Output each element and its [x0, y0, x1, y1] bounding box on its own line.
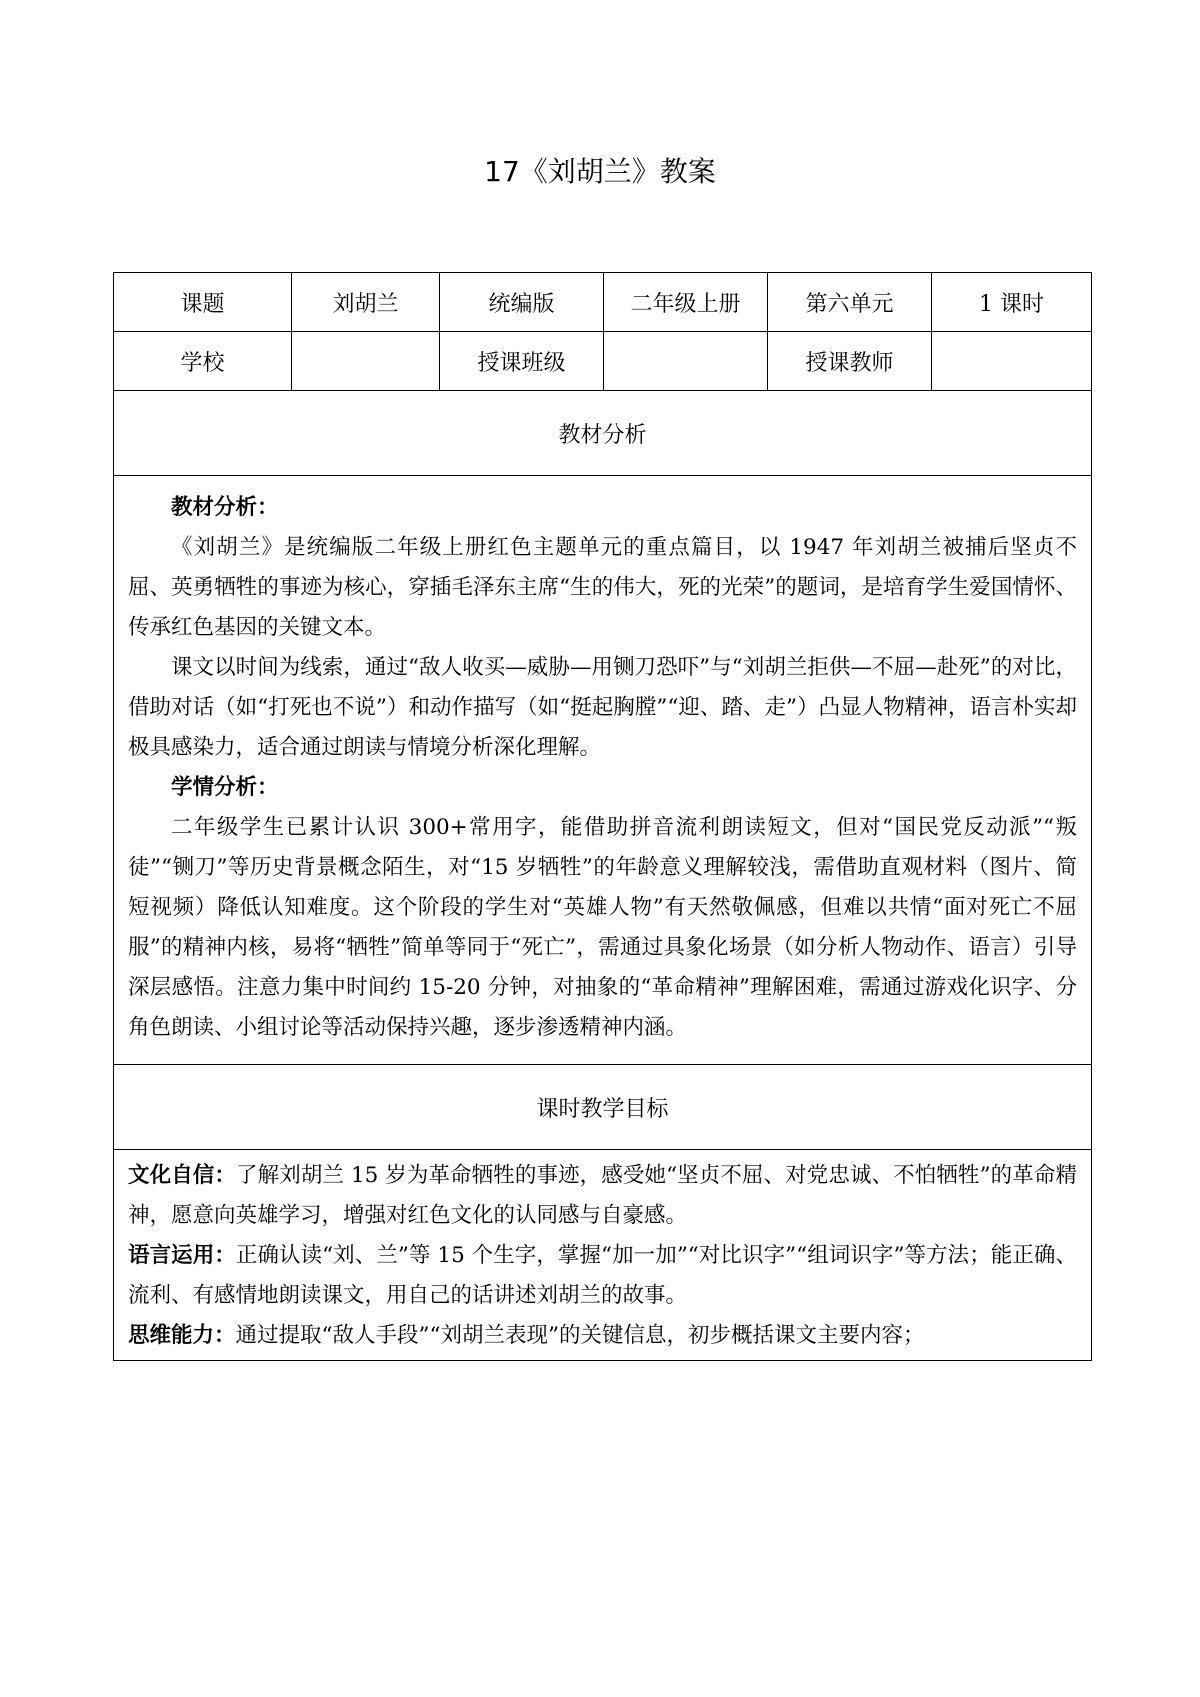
analysis-body-row: [114, 476, 1092, 1065]
goal-language-text: 正确认读“刘、兰”等 15 个生字，掌握“加一加”“对比识字”“组词识字”等方法；能正确、流利、有感情地朗读课文，用自己的话讲述刘胡兰的故事。: [128, 1243, 1077, 1308]
goals-body-row: [114, 1150, 1092, 1361]
learner-subheading: 学情分析：: [171, 775, 279, 800]
header-row-2: [114, 332, 1092, 391]
goals-body: [114, 1150, 1092, 1361]
cell-unit: 第六单元: [768, 273, 932, 332]
cell-teacher-label: 授课教师: [768, 332, 932, 391]
analysis-paragraph-2: 课文以时间为线索，通过“敌人收买—威胁—用铡刀恐吓”与“刘胡兰拒供—不屈—赴死”的对比，借助对话（如“打死也不说”）和动作描写（如“挺起胸膛”“迎、踏、走”）凸显人物精神，语言朴实却极具感染力，适合通过朗读与情境分析深化理解。: [128, 655, 1077, 760]
cell-topic-value: 刘胡兰: [292, 273, 440, 332]
analysis-heading-row: [114, 391, 1092, 476]
goal-language: [128, 1236, 1077, 1316]
goal-culture-label: 文化自信：: [128, 1163, 237, 1188]
goals-heading-row: [114, 1065, 1092, 1150]
cell-teacher-value: [932, 332, 1092, 391]
cell-school-value: [292, 332, 440, 391]
cell-school-label: 学校: [114, 332, 292, 391]
goals-heading: 课时教学目标: [114, 1065, 1092, 1150]
page-title: 17《刘胡兰》教案: [484, 155, 716, 188]
cell-class-label: 授课班级: [440, 332, 604, 391]
goal-culture-text: 了解刘胡兰 15 岁为革命牺牲的事迹，感受她“坚贞不屈、对党忠诚、不怕牺牲”的革命精神，愿意向英雄学习，增强对红色文化的认同感与自豪感。: [128, 1163, 1077, 1228]
cell-periods: 1 课时: [932, 273, 1092, 332]
cell-grade: 二年级上册: [604, 273, 768, 332]
lesson-plan-table: [113, 272, 1092, 1361]
analysis-paragraph-1: 《刘胡兰》是统编版二年级上册红色主题单元的重点篇目，以 1947 年刘胡兰被捕后坚贞不屈、英勇牺牲的事迹为核心，穿插毛泽东主席“生的伟大，死的光荣”的题词，是培育学生爱国情怀、传承红色基因的关键文本。: [128, 535, 1077, 640]
learner-paragraph: 二年级学生已累计认识 300+常用字，能借助拼音流利朗读短文，但对“国民党反动派”“叛徒”“铡刀”等历史背景概念陌生，对“15 岁牺牲”的年龄意义理解较浅，需借助直观材料（图片、简短视频）降低认知难度。这个阶段的学生对“英雄人物”有天然敬佩感，但难以共情“面对死亡不屈服”的精神内核，易将“牺牲”简单等同于“死亡”，需通过具象化场景（如分析人物动作、语言）引导深层感悟。注意力集中时间约 15-20 分钟，对抽象的“革命精神”理解困难，需通过游戏化识字、分角色朗读、小组讨论等活动保持兴趣，逐步渗透精神内涵。: [128, 815, 1077, 1040]
cell-topic-label: 课题: [114, 273, 292, 332]
goal-thinking-text: 通过提取“敌人手段”“刘胡兰表现”的关键信息，初步概括课文主要内容；: [235, 1323, 925, 1348]
goal-thinking: [128, 1316, 1077, 1356]
goal-language-label: 语言运用：: [128, 1243, 236, 1268]
goal-culture: [128, 1156, 1077, 1236]
cell-edition: 统编版: [440, 273, 604, 332]
header-row-1: [114, 273, 1092, 332]
cell-class-value: [604, 332, 768, 391]
analysis-subheading: 教材分析：: [171, 495, 279, 520]
analysis-heading: 教材分析: [114, 391, 1092, 476]
analysis-body: [114, 476, 1092, 1065]
goal-thinking-label: 思维能力：: [128, 1323, 236, 1348]
